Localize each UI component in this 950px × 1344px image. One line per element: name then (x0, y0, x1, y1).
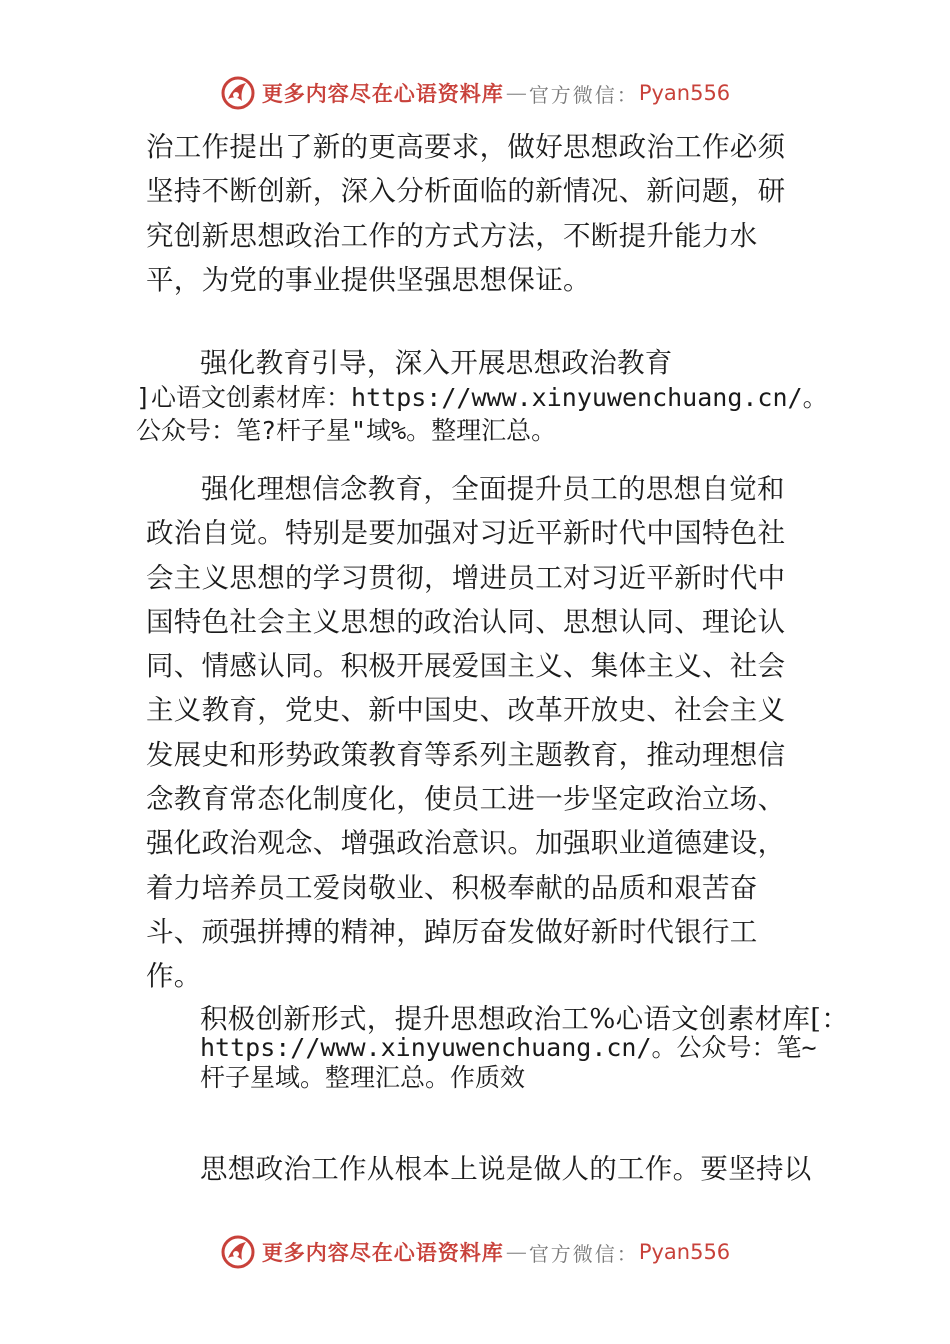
banner-wechat-label: 官方微信： (528, 82, 639, 107)
brand-logo-icon (220, 75, 256, 111)
banner-dash: — (505, 81, 527, 105)
paragraph-intro: 治工作提出了新的更高要求，做好思想政治工作必须坚持不断创新，深入分析面临的新情况、新问题，研究创新思想政治工作的方式方法，不断提升能力水平，为党的事业提供坚强思想保证。 (146, 131, 786, 296)
banner-wechat-id: Pyan556 (638, 1240, 731, 1264)
watermark-insert-2: https://www.xinyuwenchuang.cn/。公众号：笔~杆子星域。整理汇总。作质效 (200, 1033, 817, 1092)
paragraph-ideals-education: 强化理想信念教育，全面提升员工的思想自觉和政治自觉。特别是要加强对习近平新时代中国特色社会主义思想的学习贯彻，增进员工对习近平新时代中国特色社会主义思想的政治认同、思想认同、理论认同、情感认同。积极开展爱国主义、集体主义、社会主义教育，党史、新中国史、改革开放史、社会主义发展史和形势政策教育等系列主题教育，推动理想信念教育常态化制度化，使员工进一步坚定政治立场、强化政治观念、增强政治意识。加强职业道德建设，着力培养员工爱岗敬业、积极奉献的品质和艰苦奋斗、顽强拼搏的精神，踔厉奋发做好新时代银行工作。 (146, 473, 786, 993)
watermark-insert-1: ]心语文创素材库：https://www.xinyuwenchuang.cn/。公众号：笔?杆子星"域%。整理汇总。 (136, 383, 828, 445)
section-heading-education: 强化教育引导，深入开展思想政治教育 (200, 347, 673, 379)
banner-wechat-id: Pyan556 (638, 81, 731, 105)
banner-site-text: 更多内容尽在心语资料库 (261, 81, 504, 106)
section-heading-innovation: 积极创新形式，提升思想政治工%心语文创素材库[： (200, 1003, 850, 1035)
footer-banner (0, 1232, 950, 1272)
header-banner (0, 73, 950, 113)
banner-dash: — (505, 1240, 527, 1264)
brand-logo-icon (220, 1234, 256, 1270)
banner-site-text: 更多内容尽在心语资料库 (261, 1240, 504, 1265)
banner-wechat-label: 官方微信： (528, 1241, 639, 1266)
paragraph-people-work: 思想政治工作从根本上说是做人的工作。要坚持以 (200, 1153, 812, 1185)
